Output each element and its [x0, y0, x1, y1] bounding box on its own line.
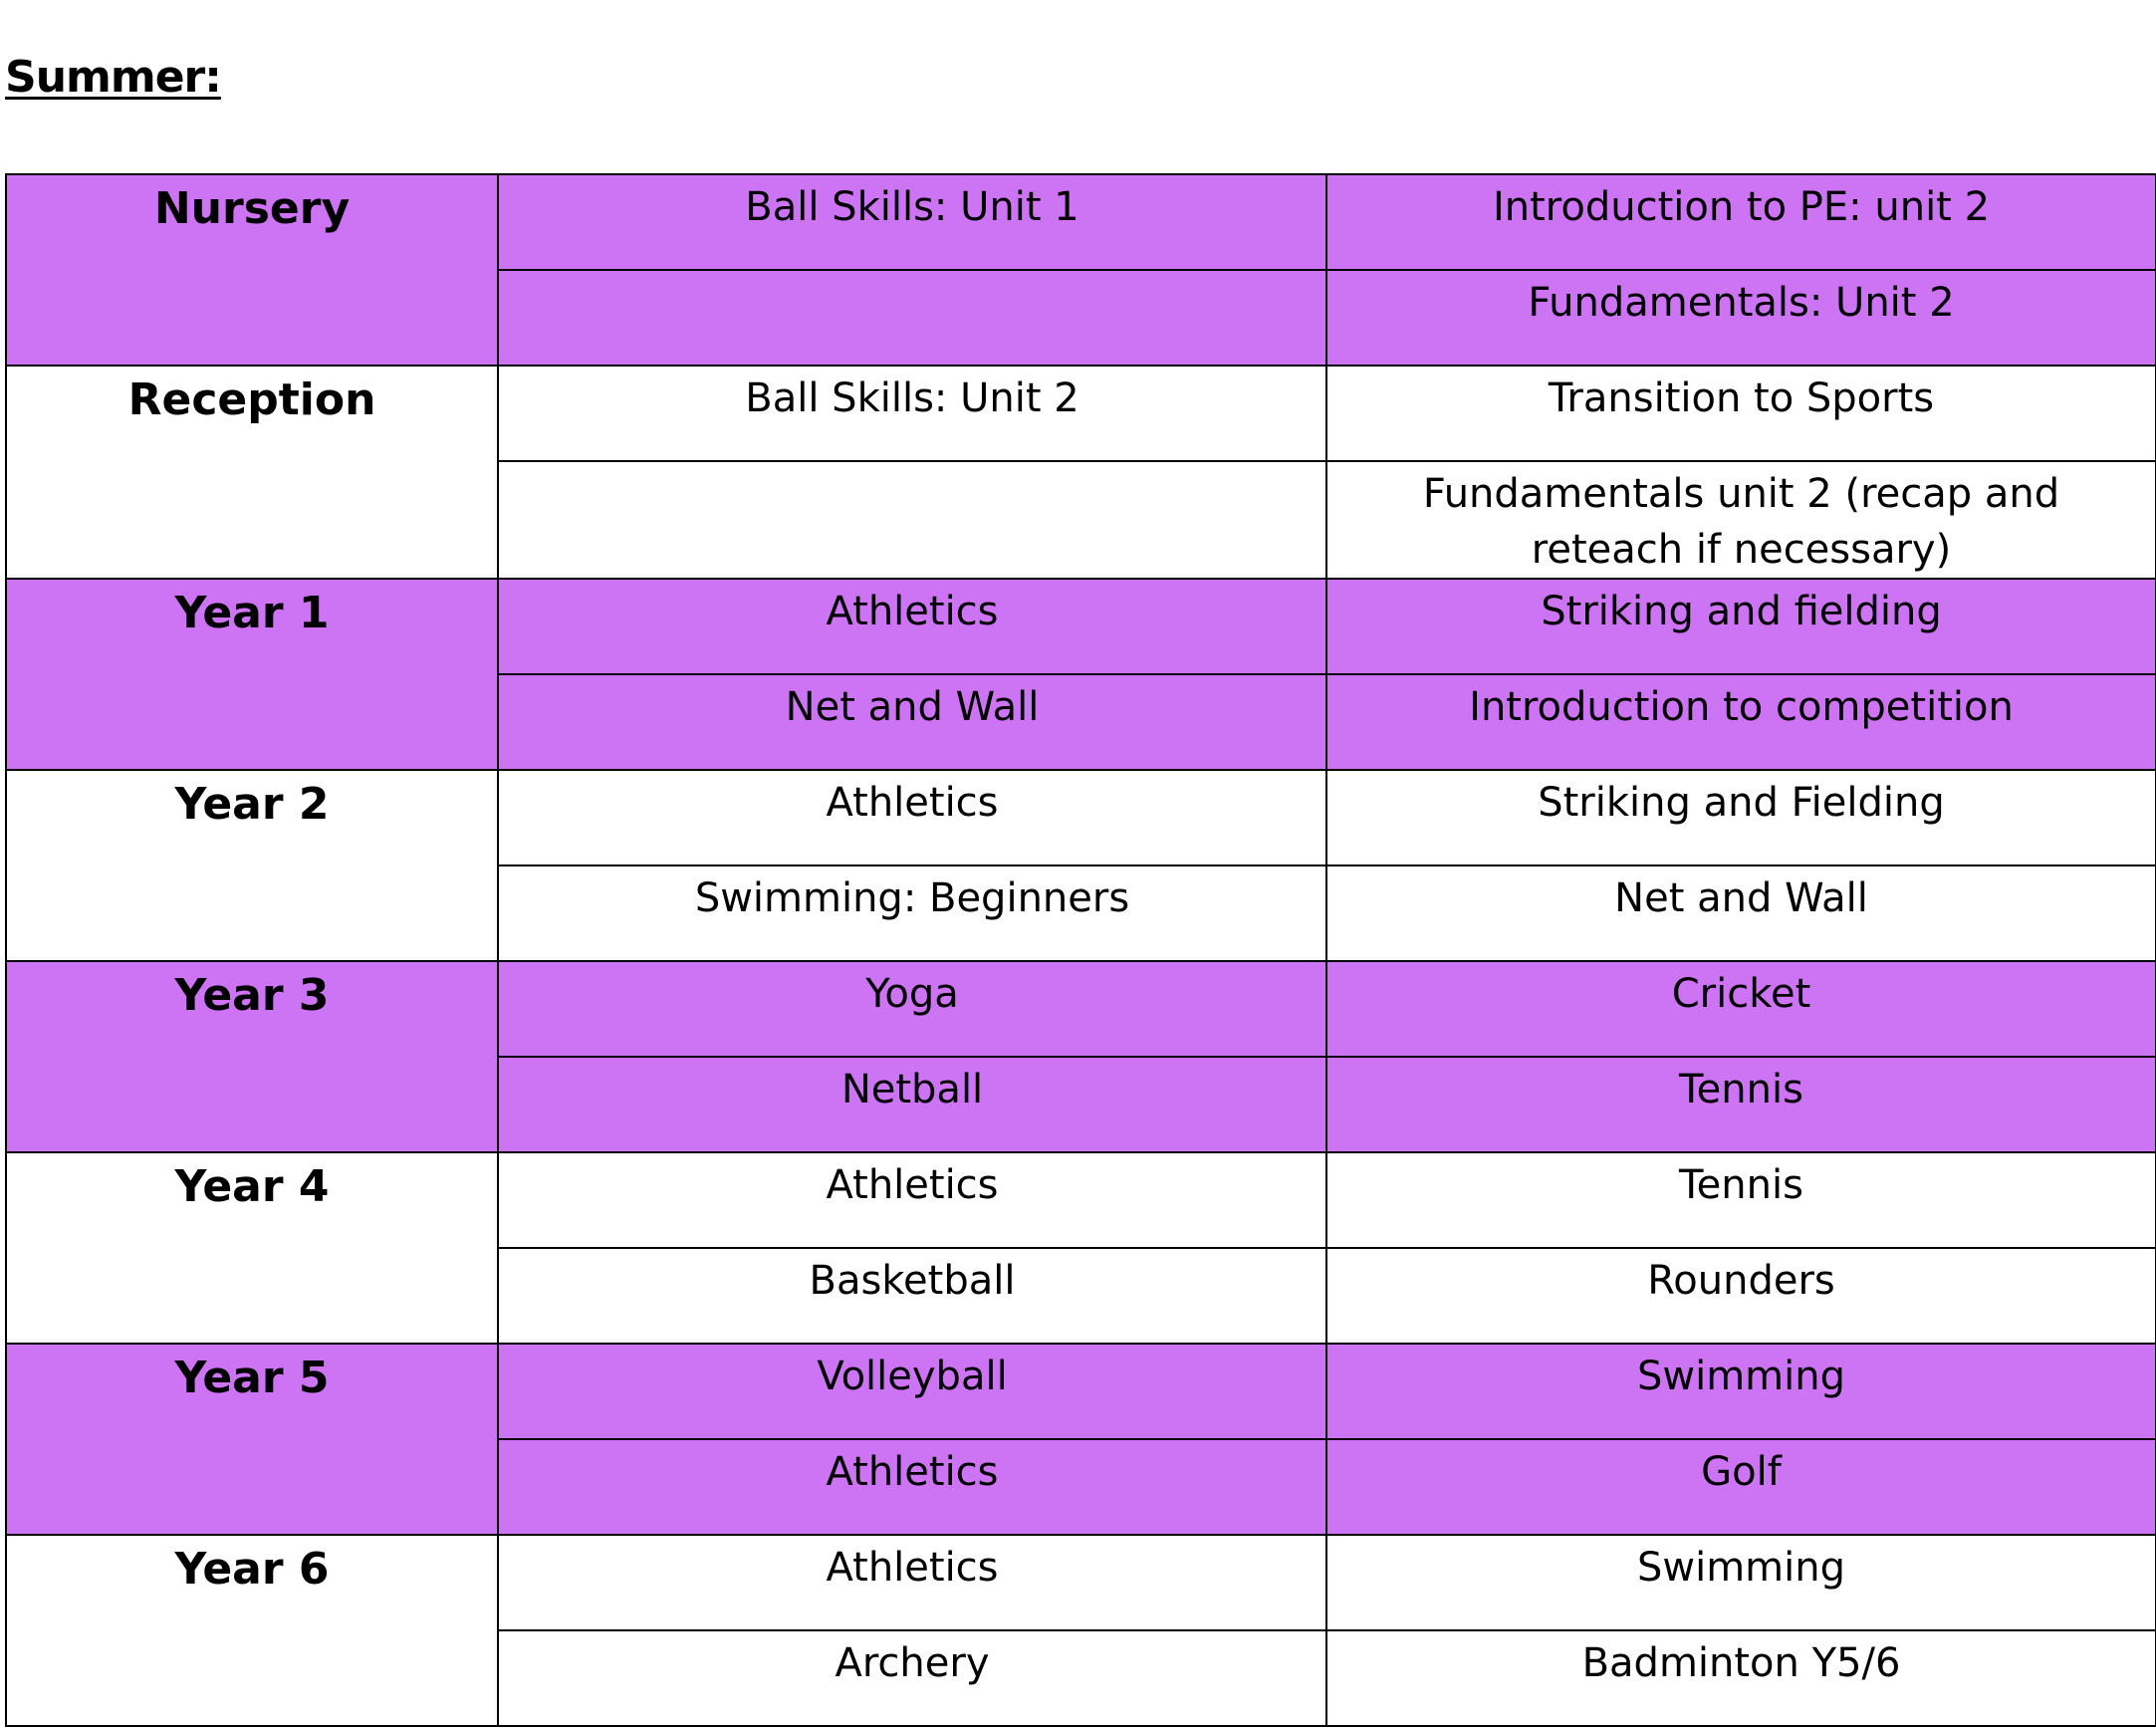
activity-cell: Athletics: [498, 770, 1326, 865]
activity-cell: Badminton Y5/6: [1326, 1630, 2156, 1726]
table-row: [6, 579, 2156, 674]
activity-cell: Net and Wall: [498, 674, 1326, 770]
curriculum-table: [5, 173, 2156, 1727]
activity-cell: Tennis: [1326, 1152, 2156, 1248]
year-group-label: Year 5: [6, 1344, 498, 1535]
activity-cell: Yoga: [498, 961, 1326, 1057]
table-row: [6, 1535, 2156, 1630]
activity-cell: Basketball: [498, 1248, 1326, 1344]
table-row: [6, 770, 2156, 865]
table-row: [6, 1152, 2156, 1248]
year-group-label: Year 2: [6, 770, 498, 961]
activity-cell: Transition to Sports: [1326, 366, 2156, 461]
table-row: [6, 366, 2156, 461]
activity-cell: Athletics: [498, 1152, 1326, 1248]
year-group-label: Year 4: [6, 1152, 498, 1344]
table-row: [6, 174, 2156, 270]
activity-cell: Golf: [1326, 1439, 2156, 1535]
activity-cell: Striking and Fielding: [1326, 770, 2156, 865]
year-group-label: Reception: [6, 366, 498, 579]
activity-cell: Volleyball: [498, 1344, 1326, 1439]
activity-cell: Ball Skills: Unit 2: [498, 366, 1326, 461]
year-group-label: Year 6: [6, 1535, 498, 1726]
activity-cell: [498, 461, 1326, 579]
activity-cell: Athletics: [498, 1439, 1326, 1535]
activity-cell: Introduction to PE: unit 2: [1326, 174, 2156, 270]
activity-cell: Rounders: [1326, 1248, 2156, 1344]
year-group-label: Year 3: [6, 961, 498, 1152]
year-group-label: Nursery: [6, 174, 498, 366]
activity-cell: Introduction to competition: [1326, 674, 2156, 770]
activity-cell: Swimming: Beginners: [498, 865, 1326, 961]
page-title: Summer:: [5, 52, 221, 103]
activity-cell: Athletics: [498, 1535, 1326, 1630]
table-row: [6, 961, 2156, 1057]
activity-cell: Net and Wall: [1326, 865, 2156, 961]
activity-cell: Swimming: [1326, 1535, 2156, 1630]
year-group-label: Year 1: [6, 579, 498, 770]
activity-cell: Fundamentals unit 2 (recap and reteach if necessary): [1326, 461, 2156, 579]
activity-cell: Cricket: [1326, 961, 2156, 1057]
activity-cell: [498, 270, 1326, 366]
activity-cell: Tennis: [1326, 1057, 2156, 1152]
table-row: [6, 1344, 2156, 1439]
activity-cell: Striking and fielding: [1326, 579, 2156, 674]
activity-cell: Ball Skills: Unit 1: [498, 174, 1326, 270]
curriculum-table-body: [6, 174, 2156, 1726]
activity-cell: Athletics: [498, 579, 1326, 674]
activity-cell: Fundamentals: Unit 2: [1326, 270, 2156, 366]
activity-cell: Netball: [498, 1057, 1326, 1152]
activity-cell: Archery: [498, 1630, 1326, 1726]
activity-cell: Swimming: [1326, 1344, 2156, 1439]
